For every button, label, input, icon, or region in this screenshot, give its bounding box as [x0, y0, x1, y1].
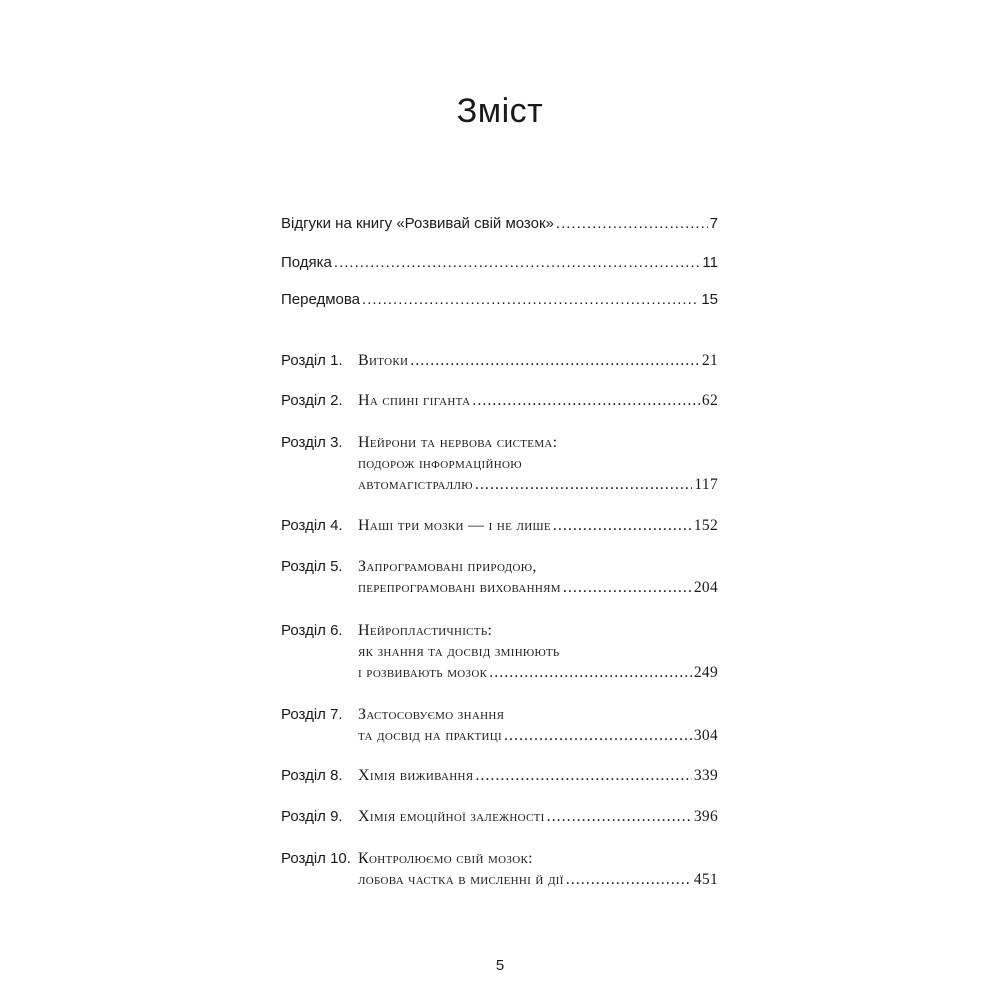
chapter-title-line: Наші три мозки — і не лише [358, 517, 551, 534]
chapter-label: Розділ 7. [281, 706, 343, 723]
chapter-label: Розділ 9. [281, 808, 343, 825]
chapter-title-line: Хімія емоційної залежності [358, 808, 545, 825]
chapter-page: 304 [693, 727, 718, 744]
dot-leader [410, 350, 700, 371]
chapter-page: 21 [701, 352, 718, 369]
chapter-label: Розділ 5. [281, 558, 343, 575]
chapter-title-line: лобова частка в мисленні й дії [358, 871, 564, 888]
chapter-label: Розділ 6. [281, 622, 343, 639]
dot-leader [475, 474, 693, 495]
dot-leader [563, 577, 692, 598]
chapter-page: 62 [701, 392, 718, 409]
chapter-title-line: та досвід на практиці [358, 727, 502, 744]
chapter-label: Розділ 8. [281, 767, 343, 784]
dot-leader [504, 725, 692, 746]
chapter-title-line: автомагістраллю [358, 476, 473, 493]
dot-leader [334, 254, 701, 271]
chapter-page: 117 [694, 476, 718, 493]
chapter-page: 451 [693, 871, 718, 888]
dot-leader [556, 215, 708, 232]
chapter-title-line: як знання та досвід змінюють [358, 643, 560, 660]
chapter-label: Розділ 10. [281, 850, 351, 867]
dot-leader [547, 806, 692, 827]
dot-leader [362, 291, 699, 308]
toc-entry [281, 254, 718, 271]
chapter-title-line: Запрограмовані природою, [358, 558, 537, 575]
toc-entry-title: Подяка [281, 254, 332, 271]
toc-entry-page: 11 [702, 254, 718, 271]
page-number: 5 [495, 957, 505, 974]
page-title: Зміст [456, 92, 544, 130]
chapter-title-line: Контролюємо свій мозок: [358, 850, 533, 867]
chapter-page: 249 [693, 664, 718, 681]
chapter-page: 339 [693, 767, 718, 784]
dot-leader [489, 662, 692, 683]
chapter-page: 396 [693, 808, 718, 825]
chapter-page: 152 [693, 517, 718, 534]
chapter-title-line: На спині гіганта [358, 392, 471, 409]
chapter-label: Розділ 3. [281, 434, 343, 451]
chapter-label: Розділ 2. [281, 392, 343, 409]
chapter-title-line: Хімія виживання [358, 767, 474, 784]
chapter-title-line: Застосовуємо знання [358, 706, 505, 723]
dot-leader [475, 765, 691, 786]
chapter-title-line: подорож інформаційною [358, 455, 522, 472]
chapter-label: Розділ 4. [281, 517, 343, 534]
toc-entry-title: Відгуки на книгу «Розвивай свій мозок» [281, 215, 554, 232]
chapter-title-line: перепрограмовані вихованням [358, 579, 561, 596]
toc-entry [281, 291, 718, 308]
chapter-title-line: і розвивають мозок [358, 664, 488, 681]
chapter-label: Розділ 1. [281, 352, 343, 369]
chapter-title-line: Витоки [358, 352, 409, 369]
dot-leader [553, 515, 692, 536]
toc-entry-title: Передмова [281, 291, 361, 308]
chapter-title-line: Нейрони та нервова система: [358, 434, 558, 451]
chapter-page: 204 [693, 579, 718, 596]
toc-entry [281, 215, 718, 232]
toc-entry-page: 15 [701, 291, 718, 308]
dot-leader [566, 869, 692, 890]
toc-entry-page: 7 [709, 215, 718, 232]
chapter-title-line: Нейропластичність: [358, 622, 493, 639]
dot-leader [472, 390, 700, 411]
